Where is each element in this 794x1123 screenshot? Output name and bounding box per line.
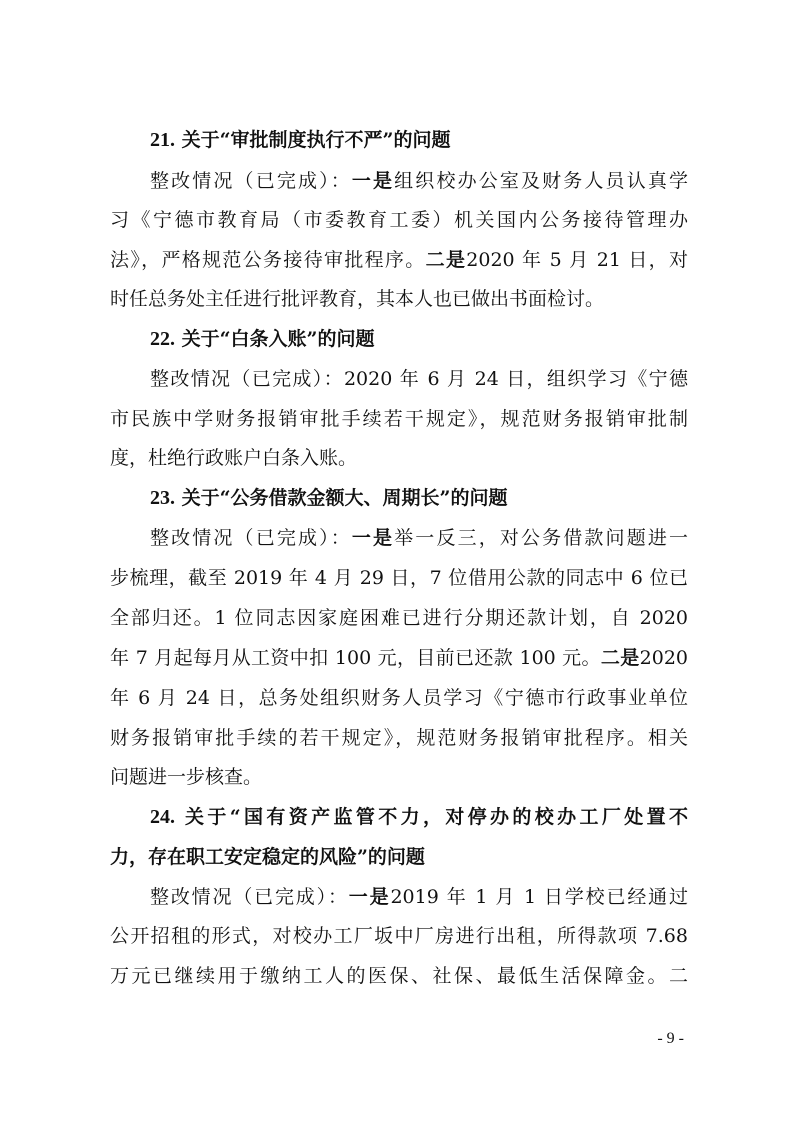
- section-number: 24.: [150, 806, 175, 828]
- section-title: 关于“公务借款金额大、周期长”的问题: [181, 487, 508, 509]
- paragraph-line: 全部归还。1 位同志因家庭困难已进行分期还款计划，自 2020: [110, 607, 688, 629]
- section-number: 22.: [150, 328, 175, 350]
- section-23-heading: [150, 483, 688, 513]
- section-title: 关于“白条入账”的问题: [181, 328, 375, 350]
- section-24-heading: [150, 802, 688, 832]
- section-24-heading-cont: 力，存在职工安定稳定的风险”的问题: [110, 846, 425, 868]
- section-number: 21.: [150, 129, 175, 151]
- paragraph-line: 整改情况（已完成）：2020 年 6 月 24 日，组织学习《宁德: [150, 368, 688, 390]
- paragraph-line: 问题进一步核查。: [110, 766, 263, 788]
- section-number: 23.: [150, 487, 175, 509]
- paragraph-line: 财务报销审批手续的若干规定》，规范财务报销审批程序。相关: [110, 727, 688, 749]
- paragraph-line: 法》，严格规范公务接待审批程序。二是2020 年 5 月 21 日，对: [110, 249, 688, 271]
- paragraph-line: 市民族中学财务报销审批手续若干规定》，规范财务报销审批制: [110, 408, 688, 430]
- paragraph-line: 步梳理，截至 2019 年 4 月 29 日，7 位借用公款的同志中 6 位已: [110, 567, 688, 589]
- paragraph-line: 万元已继续用于缴纳工人的医保、社保、最低生活保障金。二: [110, 965, 688, 987]
- paragraph-line: 整改情况（已完成）：一是组织校办公室及财务人员认真学: [150, 170, 688, 192]
- paragraph-line: 整改情况（已完成）：一是2019 年 1 月 1 日学校已经通过: [150, 886, 688, 908]
- paragraph-line: 年 7 月起每月从工资中扣 100 元，目前已还款 100 元。二是2020: [110, 647, 688, 669]
- paragraph-line: 习《宁德市教育局（市委教育工委）机关国内公务接待管理办: [110, 209, 688, 231]
- section-title: 关于“审批制度执行不严”的问题: [181, 129, 451, 151]
- paragraph-line: 年 6 月 24 日，总务处组织财务人员学习《宁德市行政事业单位: [110, 687, 688, 709]
- section-title: 关于“国有资产监管不力，对停办的校办工厂处置不: [184, 806, 688, 828]
- section-22-heading: [150, 324, 688, 354]
- paragraph-line: 整改情况（已完成）：一是举一反三，对公务借款问题进一: [150, 527, 688, 549]
- page-number: - 9 -: [657, 1030, 684, 1047]
- paragraph-line: 度，杜绝行政账户白条入账。: [110, 447, 358, 469]
- paragraph-line: 公开招租的形式，对校办工厂坂中厂房进行出租，所得款项 7.68: [110, 925, 688, 947]
- paragraph-line: 时任总务处主任进行批评教育，其本人也已做出书面检讨。: [110, 288, 605, 310]
- section-21-heading: [150, 125, 688, 155]
